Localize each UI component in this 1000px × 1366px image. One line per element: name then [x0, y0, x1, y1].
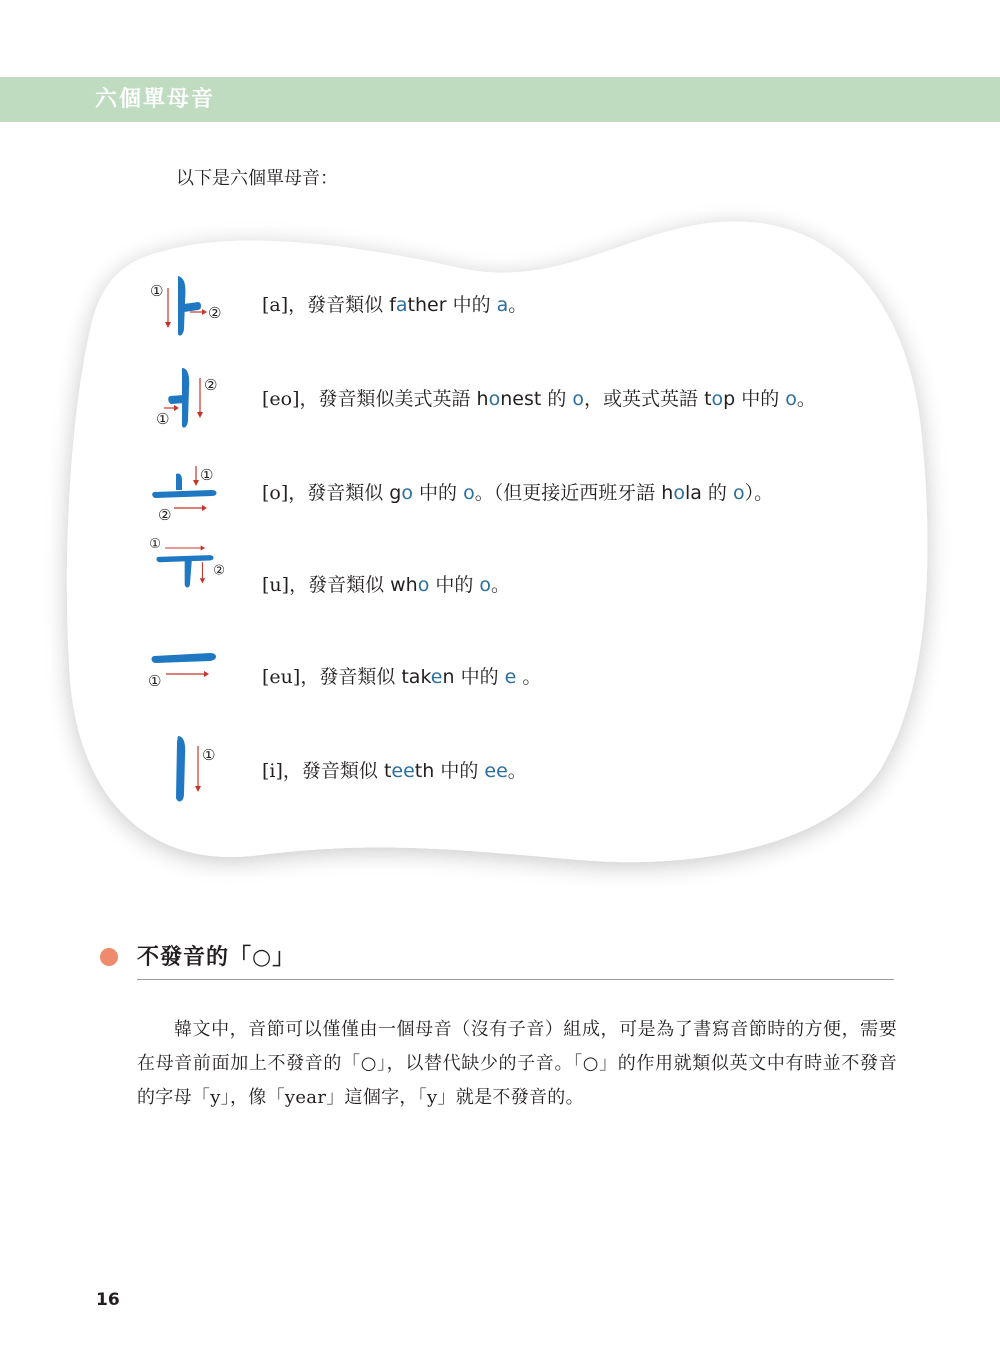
highlight-letter: o	[401, 482, 413, 504]
svg-text:①: ①	[149, 537, 162, 552]
highlight-letter: o	[572, 388, 585, 410]
vowel-i-stroke-diagram	[140, 730, 240, 810]
vowel-text-i	[262, 758, 527, 784]
highlight-letter: o	[785, 388, 797, 410]
section-bullet-dot	[100, 948, 118, 966]
vowel-desc: ，發音類似 t	[282, 760, 392, 782]
vowel-text-eu	[262, 664, 541, 690]
ipa-label: [u]	[262, 574, 290, 596]
vowel-desc: ，發音類似 tak	[300, 666, 431, 688]
vowel-o-stroke-diagram	[140, 456, 240, 536]
section-title: 不發音的「○」	[137, 945, 296, 970]
vowel-desc: n 中的	[442, 666, 505, 688]
vowel-desc: ，發音類似 wh	[289, 574, 418, 596]
vowel-desc: ，或英式英語 t	[584, 388, 712, 410]
highlight-letter: o	[732, 482, 745, 504]
highlight-letter: a	[496, 294, 509, 316]
ipa-label: [o]	[262, 482, 289, 504]
vowel-desc: ，發音類似 g	[288, 482, 402, 504]
page-number: 16	[96, 1290, 120, 1310]
section-divider	[137, 979, 894, 980]
body-paragraph: 韓文中，音節可以僅僅由一個母音（沒有子音）組成，可是為了書寫音節時的方便，需要在母音前面加上不發音的「○」，以替代缺少的子音。「○」的作用就類似英文中有時並不發音的字母「y」，像「year」這個字，「y」就是不發音的。	[137, 1019, 897, 1108]
highlight-letter: o	[463, 482, 475, 504]
highlight-letter: ee	[484, 760, 508, 782]
vowel-desc: 中的	[429, 574, 480, 596]
vowel-desc: ther 中的	[407, 294, 497, 316]
svg-text:①: ①	[148, 672, 162, 690]
highlight-letter: o	[711, 388, 724, 410]
vowel-desc: th 中的	[414, 760, 485, 782]
highlight-letter: o	[479, 574, 492, 596]
vowel-a-stroke-diagram	[140, 268, 240, 348]
vowel-desc: la 的	[684, 482, 733, 504]
intro-text: 以下是六個單母音：	[176, 168, 338, 189]
vowel-desc: 。	[507, 760, 527, 782]
vowel-text-eo	[262, 386, 816, 412]
vowel-desc: 。	[796, 388, 816, 410]
vowel-desc: 。	[508, 294, 528, 316]
svg-text:②: ②	[213, 563, 226, 579]
vowel-desc: 。	[491, 574, 511, 596]
vowel-desc: 。（但更接近西班牙語 h	[474, 482, 674, 504]
svg-text:①: ①	[200, 466, 214, 484]
vowel-desc: 中的	[413, 482, 464, 504]
ipa-label: [a]	[262, 294, 289, 316]
ipa-label: [i]	[262, 760, 283, 782]
ipa-label: [eo]	[262, 388, 300, 410]
svg-text:①: ①	[150, 282, 164, 300]
vowel-desc: ，發音類似美式英語 h	[299, 388, 489, 410]
highlight-letter: o	[488, 388, 501, 410]
vowel-eo-stroke-diagram	[140, 362, 240, 442]
highlight-letter: o	[417, 574, 430, 596]
vowel-text-u	[262, 572, 510, 598]
ipa-label: [eu]	[262, 666, 301, 688]
vowel-desc: p 中的	[723, 388, 786, 410]
svg-text:②: ②	[204, 376, 218, 394]
vowel-desc: 。	[516, 666, 542, 688]
vowel-desc: nest 的	[500, 388, 573, 410]
svg-text:②: ②	[158, 506, 172, 524]
svg-text:①: ①	[156, 410, 170, 428]
svg-text:②: ②	[208, 304, 222, 322]
vowel-eu-stroke-diagram	[140, 636, 240, 716]
highlight-letter: a	[395, 294, 408, 316]
vowel-desc: ，發音類似 f	[288, 294, 396, 316]
vowel-text-a	[262, 292, 527, 318]
highlight-letter: e	[430, 666, 443, 688]
vowel-text-o	[262, 480, 773, 506]
highlight-letter: ee	[391, 760, 415, 782]
vowel-u-stroke-diagram	[140, 532, 240, 612]
section-heading: 六個單母音	[95, 87, 216, 112]
highlight-letter: e	[504, 666, 517, 688]
highlight-letter: o	[673, 482, 685, 504]
svg-text:①: ①	[202, 746, 216, 764]
vowel-desc: ）。	[744, 482, 774, 504]
